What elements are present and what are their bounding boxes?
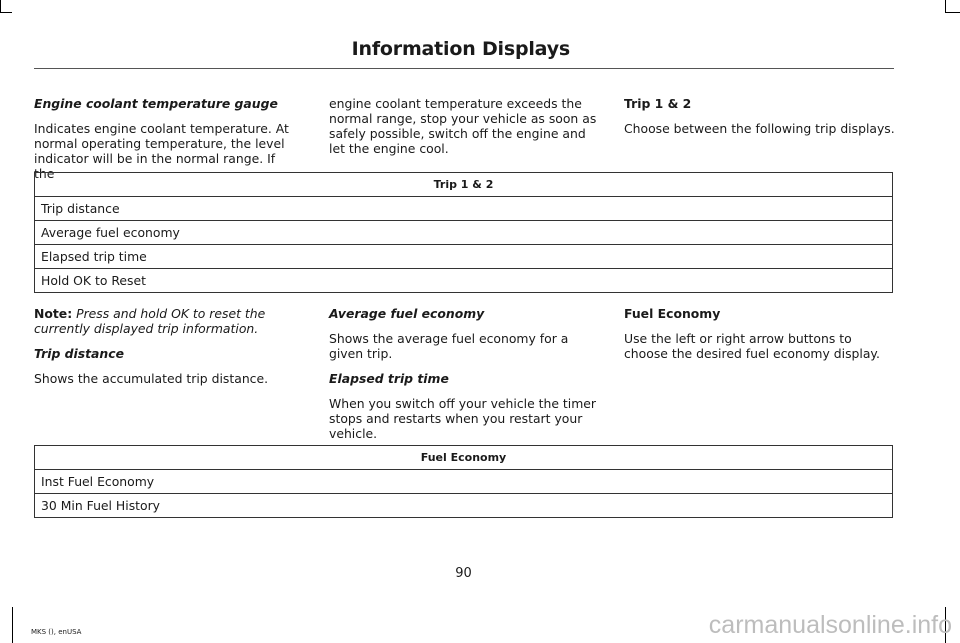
crop-mark xyxy=(945,12,960,13)
paragraph: Shows the accumulated trip distance. xyxy=(34,371,269,386)
note-text: Press and hold OK to reset the currently displayed trip information. xyxy=(34,306,266,336)
table-row: Hold OK to Reset xyxy=(35,269,893,293)
column-3-top xyxy=(624,96,896,146)
crop-mark xyxy=(945,0,946,12)
table-row: Elapsed trip time xyxy=(35,245,893,269)
paragraph: Use the left or right arrow buttons to choose the desired fuel economy display. xyxy=(624,331,880,361)
paragraph: When you switch off your vehicle the timer stops and restarts when you restart your vehicle. xyxy=(329,396,597,441)
crop-mark xyxy=(0,0,1,12)
page-number: 90 xyxy=(455,566,472,581)
watermark: carmanualsonline.info xyxy=(708,611,952,639)
section-heading: Trip distance xyxy=(34,346,124,361)
table-row: Trip distance xyxy=(35,197,893,221)
crop-mark xyxy=(12,607,13,643)
section-heading: Average fuel economy xyxy=(329,306,485,321)
table-header: Trip 1 & 2 xyxy=(35,173,893,197)
column-2-top xyxy=(329,96,601,166)
footer-code: MKS (), enUSA xyxy=(31,628,82,636)
note-label: Note: xyxy=(34,306,73,321)
table-header: Fuel Economy xyxy=(35,446,893,470)
paragraph: Shows the average fuel economy for a given trip. xyxy=(329,331,569,361)
trip-table xyxy=(34,172,893,293)
header-divider xyxy=(34,68,894,69)
table-row: 30 Min Fuel History xyxy=(35,494,893,518)
fuel-economy-table xyxy=(34,445,893,518)
note xyxy=(34,306,308,336)
paragraph: Indicates engine coolant temperature. At normal operating temperature, the level indicator will be in the normal range. If the xyxy=(34,121,289,181)
crop-mark xyxy=(0,12,12,13)
column-2-mid xyxy=(329,306,605,451)
section-heading: Engine coolant temperature gauge xyxy=(34,96,278,111)
column-3-mid xyxy=(624,306,898,371)
table-row: Inst Fuel Economy xyxy=(35,470,893,494)
section-heading: Trip 1 & 2 xyxy=(624,96,692,111)
table-row: Average fuel economy xyxy=(35,221,893,245)
page-title: Information Displays xyxy=(351,38,570,60)
section-heading: Fuel Economy xyxy=(624,306,721,321)
section-heading: Elapsed trip time xyxy=(329,371,449,386)
paragraph: Choose between the following trip displays. xyxy=(624,121,895,136)
paragraph: engine coolant temperature exceeds the normal range, stop your vehicle as soon as safely possible, switch off the engine and let the engine cool. xyxy=(329,96,597,156)
column-1-mid xyxy=(34,306,308,396)
